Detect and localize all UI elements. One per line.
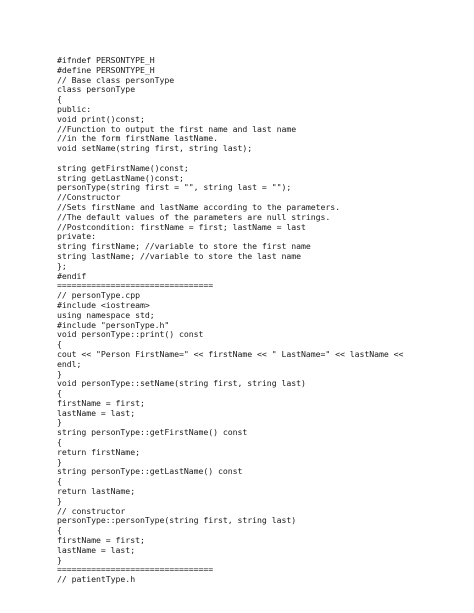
code-line: #include <iostream>	[57, 299, 150, 310]
code-line: private:	[57, 231, 97, 242]
code-line: {	[57, 388, 62, 399]
code-line: {	[57, 437, 62, 448]
code-line: //The default values of the parameters are null strings.	[57, 211, 331, 222]
code-line: return firstName;	[57, 446, 140, 457]
code-line: }	[57, 417, 62, 428]
code-line: using namespace std;	[57, 309, 155, 320]
code-line: firstName = first;	[57, 535, 145, 546]
code-line: //Sets firstName and lastName according to the parameters.	[57, 201, 340, 212]
code-line: //Postcondition: firstName = first; lastName = last	[57, 221, 306, 232]
code-line: }	[57, 495, 62, 506]
code-line: public:	[57, 103, 92, 114]
source-code-listing	[57, 56, 467, 585]
code-line: void personType::setName(string first, string last)	[57, 378, 306, 389]
code-line: void personType::print() const	[57, 329, 204, 340]
code-line: string lastName; //variable to store the last name	[57, 250, 301, 261]
code-line: }	[57, 368, 62, 379]
code-line: {	[57, 94, 62, 105]
code-line: void setName(string first, string last);	[57, 143, 253, 154]
code-line: {	[57, 476, 62, 487]
code-line: #define PERSONTYPE_H	[57, 64, 155, 75]
code-line: #include "personType.h"	[57, 319, 170, 330]
code-line: ================================	[57, 564, 214, 575]
code-line: lastName = last;	[57, 407, 136, 418]
code-line: cout << "Person FirstName=" << firstName << " LastName=" << lastName <<	[57, 348, 404, 359]
code-line: }	[57, 554, 62, 565]
code-line: string personType::getLastName() const	[57, 466, 243, 477]
code-line: {	[57, 525, 62, 536]
code-line: //in the form firstName lastName.	[57, 133, 219, 144]
code-line: string firstName; //variable to store the first name	[57, 241, 311, 252]
code-line: // constructor	[57, 505, 126, 516]
code-line: {	[57, 339, 62, 350]
code-line: void print()const;	[57, 113, 145, 124]
code-line: //Function to output the first name and last name	[57, 123, 297, 134]
code-line: personType::personType(string first, string last)	[57, 515, 297, 526]
code-line: lastName = last;	[57, 544, 136, 555]
code-line: class personType	[57, 84, 136, 95]
code-line: ================================	[57, 280, 214, 291]
code-line: string personType::getFirstName() const	[57, 427, 248, 438]
code-line: personType(string first = "", string last = "");	[57, 182, 292, 193]
code-line: endl;	[57, 358, 82, 369]
code-line: string getFirstName()const;	[57, 162, 189, 173]
code-line: };	[57, 260, 67, 271]
code-line: // patientType.h	[57, 574, 136, 585]
code-line: string getLastName()const;	[57, 172, 184, 183]
code-line: // Base class personType	[57, 74, 175, 85]
code-line: return lastName;	[57, 486, 136, 497]
code-line: // personType.cpp	[57, 290, 140, 301]
code-line: #endif	[57, 270, 87, 281]
code-line: #ifndef PERSONTYPE_H	[57, 55, 155, 65]
code-line: //Constructor	[57, 192, 121, 203]
code-line: firstName = first;	[57, 397, 145, 408]
code-line: }	[57, 456, 62, 467]
